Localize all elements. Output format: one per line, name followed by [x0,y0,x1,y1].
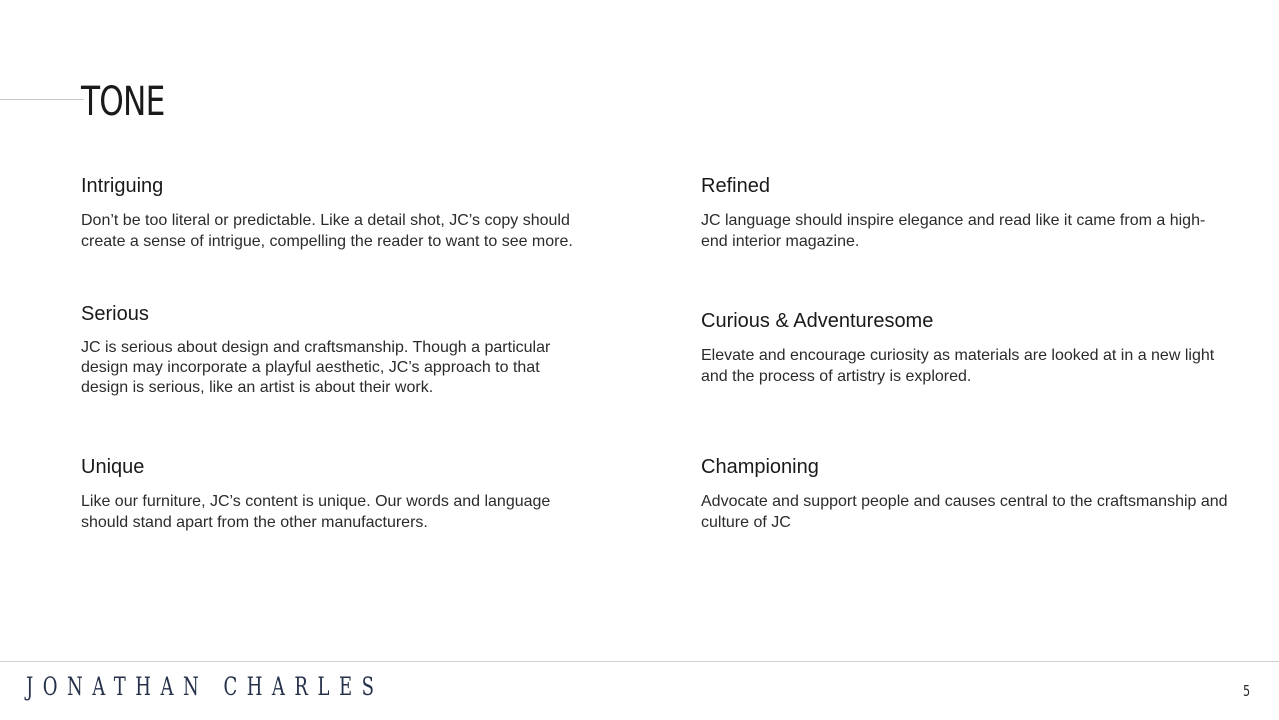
page-number: 5 [1243,682,1251,700]
section-heading: Intriguing [81,175,164,197]
section-body: Advocate and support people and causes central to the craftsmanship and culture of JC [701,493,1228,531]
section-body: Don’t be too literal or predictable. Like a detail shot, JC’s copy should create a sense of intrigue, compelling the reader to want to see more. [81,212,573,250]
section-body: Elevate and encourage curiosity as materials are looked at in a new light and the process of artistry is explored. [701,347,1215,385]
section-serious [81,302,581,398]
section-curious-adventuresome [701,309,1231,387]
section-intriguing [81,174,611,252]
section-refined [701,174,1231,252]
section-body: Like our furniture, JC’s content is unique. Our words and language should stand apart from the other manufacturers. [81,493,551,531]
title-accent-rule [0,99,84,100]
section-heading: Unique [81,456,145,478]
brand-logo: JONATHAN CHARLES [26,672,384,701]
section-heading: Serious [81,303,149,325]
section-body: JC language should inspire elegance and read like it came from a high-end interior magazine. [701,212,1206,250]
section-heading: Refined [701,175,770,197]
footer-rule [0,661,1279,662]
page-title: TONE [81,79,165,125]
section-unique [81,455,581,533]
section-heading: Curious & Adventuresome [701,310,934,332]
section-championing [701,455,1231,533]
section-body: JC is serious about design and craftsmanship. Though a particular design may incorporate a playful aesthetic, JC’s approach to that design is serious, like an artist is about their work. [81,339,551,396]
section-heading: Championing [701,456,819,478]
